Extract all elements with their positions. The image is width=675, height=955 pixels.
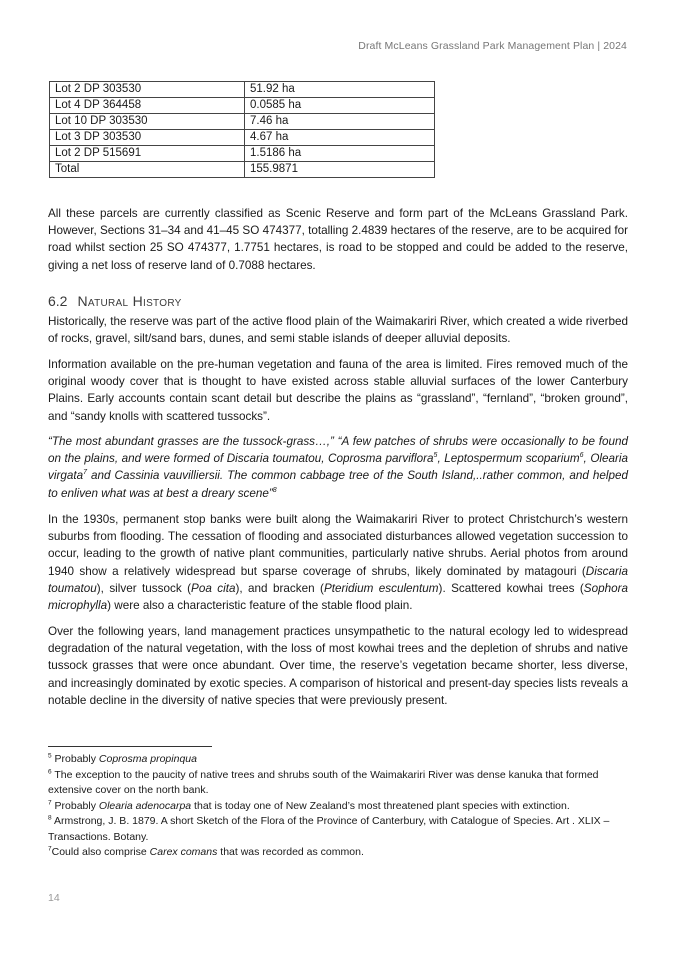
footnote-text: that was recorded as common.: [217, 846, 364, 858]
footnote-mark: 8: [48, 814, 52, 822]
text-run: ) were also a characteristic feature of the stable flood plain.: [107, 599, 413, 613]
lot-cell: Lot 2 DP 515691: [50, 146, 245, 162]
section-heading: [48, 293, 182, 309]
stop-banks-paragraph: [48, 511, 628, 614]
footnote-5: [48, 752, 633, 768]
footnote-ref: 8: [272, 486, 277, 494]
species-name: Poa cita: [191, 581, 236, 595]
footnote-mark: 7: [48, 845, 52, 853]
section-number: 6.2: [48, 293, 68, 309]
text-run: ), silver tussock (: [96, 581, 192, 595]
species-name: Carex comans: [149, 846, 218, 858]
text-run: In the 1930s, permanent stop banks were built along the Waimakariri River to protect Christchurch’s western suburbs from flooding. The cessation of flooding and associated disturbances allowed vegetation succession to occur, leading to the growth of native plant communities, particularly native shrubs. Aerial photos from around 1940 show a relatively widespread but sparse coverage of shrubs, likely dominated by matagouri (: [48, 513, 628, 578]
footnote-text: Probably: [51, 753, 99, 765]
area-cell: 51.92 ha: [245, 82, 435, 98]
footnote-6: [48, 768, 633, 799]
table-row: [50, 130, 435, 146]
footnote-divider: [48, 746, 212, 747]
section-title: Natural History: [77, 293, 182, 309]
text-run: ). Scattered kowhai trees (: [438, 581, 584, 595]
area-cell: 0.0585 ha: [245, 98, 435, 114]
area-cell: 1.5186 ha: [245, 146, 435, 162]
footnote-text: Probably: [51, 799, 99, 812]
page-header: Draft McLeans Grassland Park Management Plan | 2024: [358, 40, 627, 52]
lot-cell: Lot 2 DP 303530: [50, 82, 245, 98]
degradation-paragraph: Over the following years, land management practices unsympathetic to the natural ecology led to widespread degradation of the natural vegetation, with the loss of most kowhai trees and the depletion of shrubs and native tussock grasses that were once abundant. Over time, the reserve’s vegetation became shorter, less diverse, and increasingly dominated by exotic species. A comparison of historical and present-day species lists reveals a notable decline in the diversity of native species that were previously present.: [48, 625, 628, 707]
parcels-table: [49, 81, 435, 178]
lot-cell: Lot 10 DP 303530: [50, 114, 245, 130]
footnote-7b: [48, 845, 633, 861]
flood-plain-paragraph: Historically, the reserve was part of the active flood plain of the Waimakariri River, which created a wide riverbed of rocks, gravel, silt/sand bars, dunes, and semi stable islands of deeper alluvial deposits.: [48, 315, 628, 346]
footnote-ref: 5: [433, 452, 438, 460]
species-name: Olearia adenocarpa: [98, 799, 192, 812]
historical-quote: [48, 433, 628, 502]
page-number: 14: [48, 892, 60, 904]
footnote-ref: 7: [83, 469, 87, 477]
quote-text: , Olearia virgata: [48, 452, 629, 483]
quote-text: , Leptospermum scoparium: [437, 452, 580, 466]
footnote-ref: 6: [579, 452, 584, 460]
total-value-cell: 155.9871: [245, 162, 435, 178]
table-row-total: [50, 162, 435, 178]
footnote-text: that is today one of New Zealand’s most threatened plant species with extinction.: [191, 799, 570, 812]
quote-text: “The most abundant grasses are the tussock-grass…,” “A few patches of shrubs were occasionally to be found on the plains, and were formed of Discaria toumatou, Coprosma parviflora: [48, 435, 628, 466]
table-row: [50, 114, 435, 130]
table-row: [50, 98, 435, 114]
footnote-text: The exception to the paucity of native trees and shrubs south of the Waimakariri River was dense kanuka that formed extensive cover on the north bank.: [48, 768, 599, 796]
pre-human-vegetation-paragraph: Information available on the pre-human vegetation and fauna of the area is limited. Fires removed much of the original woody cover that is thought to have existed across stable alluvial surfaces of the lower Canterbury Plains. Early accounts contain scant detail but describe the plains as “grassland”, “fernland”, “broken ground”, and “sandy knolls with scattered tussocks”.: [48, 358, 628, 423]
footnote-mark: 5: [48, 752, 52, 760]
footnote-7: [48, 799, 633, 815]
quote-text: and Cassinia vauvilliersii. The common cabbage tree of the South Island,..rather common, and helped to enliven what was at best a dreary scene”: [48, 469, 628, 500]
table-row: [50, 82, 435, 98]
reserve-classification-paragraph: All these parcels are currently classified as Scenic Reserve and form part of the McLeans Grassland Park. However, Sections 31–34 and 41–45 SO 474377, totalling 2.4839 hectares of the reserve, are to be acquired for road whilst section 25 SO 474377, 1.7751 hectares, is road to be stopped and could be added to the reserve, giving a net loss of reserve land of 0.7088 hectares.: [48, 207, 628, 272]
lot-cell: Lot 4 DP 364458: [50, 98, 245, 114]
footnotes: [48, 752, 633, 861]
species-name: Pteridium esculentum: [323, 581, 439, 595]
footnote-mark: 6: [48, 768, 52, 775]
lot-cell: Lot 3 DP 303530: [50, 130, 245, 146]
species-name: Sophora microphylla: [48, 581, 628, 613]
footnote-text: Could also comprise: [51, 846, 150, 858]
species-name: Discaria toumatou: [48, 564, 628, 595]
total-label-cell: Total: [50, 162, 245, 178]
footnote-text: Armstrong, J. B. 1879. A short Sketch of the Flora of the Province of Canterbury, with Catalogue of Species. Art . XLIX – Transactions. Botany.: [48, 815, 610, 843]
area-cell: 7.46 ha: [245, 114, 435, 130]
footnote-8: [48, 814, 633, 845]
species-name: Coprosma propinqua: [98, 753, 197, 765]
table-row: [50, 146, 435, 162]
area-cell: 4.67 ha: [245, 130, 435, 146]
footnote-mark: 7: [48, 799, 52, 806]
text-run: ), and bracken (: [235, 581, 324, 595]
